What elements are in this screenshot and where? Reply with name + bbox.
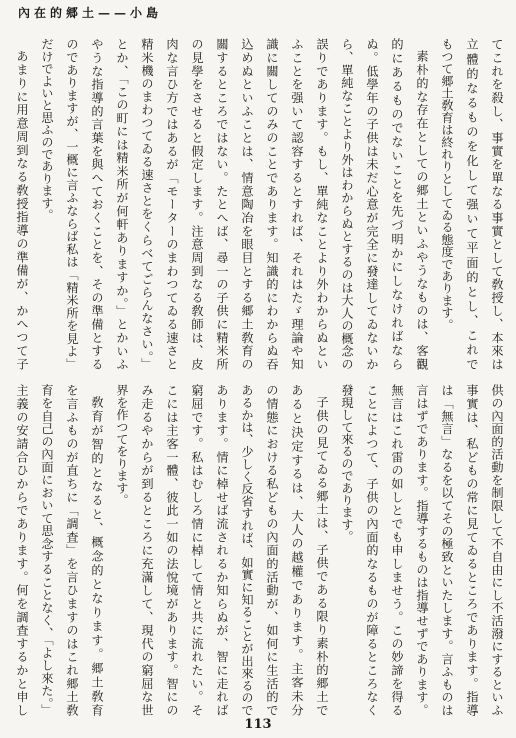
text-column: 的にあるものでないことを先づ明かにしなければなら <box>390 38 404 370</box>
text-column: てこれを殺し、事實を單なる事實として敎授し、本來は <box>490 38 504 370</box>
text-column: 込めぬといふことは、情意陶冶を眼目とする郷土敎育の <box>240 38 254 370</box>
page-number: 113 <box>244 717 272 732</box>
lower-text-block <box>9 384 509 716</box>
text-column: 敎育が智的となると、概念的となります。郷土敎育 <box>90 396 104 716</box>
text-column: ふことを强いて認容するとすれば、それはたゞ理論や知 <box>290 38 304 370</box>
text-column: だけでよいと思ふのであります。 <box>40 38 54 221</box>
text-column: は「無言」なるを以てその極致といたします。言ふものは <box>440 384 454 716</box>
text-column: み走るやからが到るところに充滿して、現代の窮屈な世 <box>140 384 154 716</box>
text-column: 窮屈です。私はむしろ情に棹して情と共に流れたい。そ <box>190 384 204 716</box>
text-column: を言ふものが直ちに「調査」を言ひますのはこれ郷土敎 <box>65 384 79 716</box>
text-column: のでありますが、一概に言ふならば私は「精米所を見よ」 <box>65 38 79 370</box>
text-column: あるかは、少しく反省すれば、如實に知ることが出來るので <box>240 384 254 716</box>
text-column: 子供の見てゐる郷土は、子供である限り素朴的郷土で <box>315 396 329 716</box>
text-column: 誤りであります。もし、單純なことより外わからぬとい <box>315 38 329 370</box>
text-column: 素朴的な存在としての郷土といふやうなものは、客觀 <box>415 50 429 370</box>
text-column: やうな指導的言葉を與へておくことを、その準備とする <box>90 38 104 370</box>
text-column: 主義の安請合ひからであります。何を調査するかと申し <box>15 384 29 716</box>
text-column: ら、單純なことより外はわからぬとするのは大人の概念の <box>340 38 354 370</box>
text-column: あると決定するは、大人の越權であります。主客未分 <box>290 384 304 716</box>
text-column: 關するところではない。たとへば、尋一の子供に精米所 <box>215 38 229 370</box>
running-head: 內在的郷土——小島 <box>18 6 163 20</box>
text-column: もつて郷土敎育は終れりとしてゐる態度であります。 <box>440 38 454 331</box>
text-column: とか、「この町には精米所が何軒ありますか。」とかいふ <box>115 38 129 370</box>
text-column: こには主客一體、彼此一如の法悅境があります。智にの <box>165 384 179 716</box>
text-column: 精米機のまわつてゐる速さとをくらべてごらんなさい。」 <box>140 38 154 370</box>
text-column: 識に關してのみのことであります。知識的にわからぬ吞 <box>265 38 279 370</box>
text-column: 肉な言ひ方ではあるが「モーターのまわつてゐる速さと <box>165 38 179 370</box>
text-column: の情態における私どもの內面的活動が、如何に生活的で <box>265 384 279 716</box>
text-column: ことによつて、子供の內面的なるものが障るところなく <box>365 384 379 716</box>
text-column: あまりに用意周到なる敎授指導の準備が、かへつて子 <box>15 50 29 370</box>
text-column: 供の內面的活動を制限して不自由にし不活潑にするといふ <box>490 384 504 716</box>
text-column: 事實は、私どもの常に見てゐるところであります。指導 <box>465 384 479 716</box>
text-column: 界を作つてをります。 <box>115 384 129 506</box>
text-column: の見學をさせると假定します。注意周到なる敎師は、皮 <box>190 38 204 370</box>
text-column: 發現して來るのであります。 <box>340 384 354 543</box>
text-column: あります。情に棹せば流されるか知らぬが、智に走れば <box>215 384 229 716</box>
text-column: ぬ。低學年の子供は未だ心意が完全に發達してゐないか <box>365 38 379 370</box>
text-column: 無言はこれ雷の如しとでも申しませう。この妙諦を得る <box>390 384 404 716</box>
text-column: 言はずであります。指導するものは指導せずであります。 <box>415 384 429 716</box>
text-column: 立體的なるものを化して强いて平面的とし、これで <box>465 38 479 370</box>
text-column: 育を自己の內面において思念することなく、「よし來た。」 <box>40 384 54 716</box>
upper-text-block <box>9 38 509 370</box>
